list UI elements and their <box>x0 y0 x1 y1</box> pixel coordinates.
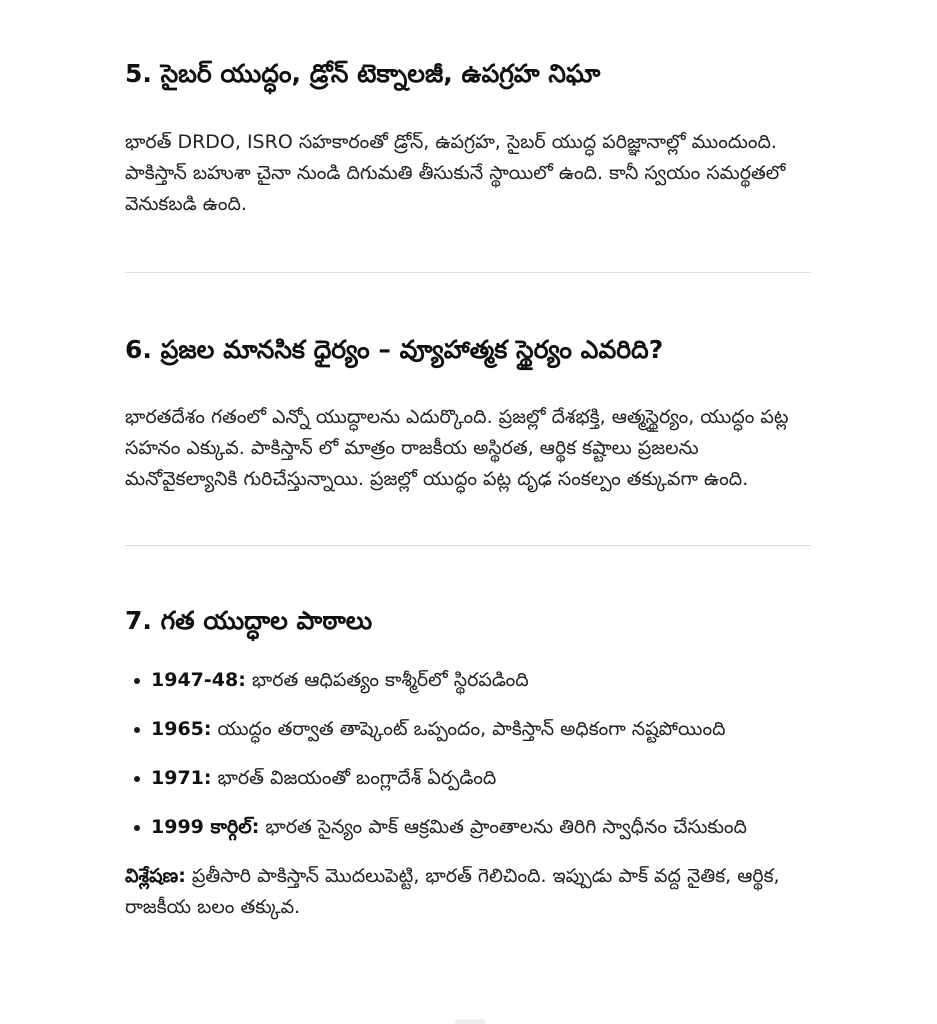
analysis-text: ప్రతీసారి పాకిస్తాన్ మొదలుపెట్టి, భారత్ గెలిచింది. ఇప్పుడు పాక్ వద్ద నైతిక, ఆర్థిక, రాజకీయ బలం తక్కువ. <box>125 865 780 918</box>
analysis-paragraph <box>125 861 813 923</box>
article-body <box>125 0 813 923</box>
bullet-dot-icon <box>134 776 140 782</box>
section-5-heading: 5. సైబర్ యుద్ధం, డ్రోన్ టెక్నాలజీ, ఉపగ్రహ నిఘా <box>125 59 601 88</box>
list-item-text: భారత్ విజయంతో బంగ్లాదేశ్ ఏర్పడింది <box>211 767 497 789</box>
analysis-label: విశ్లేషణ: <box>125 865 186 887</box>
scroll-handle[interactable] <box>455 1019 485 1024</box>
list-item-year: 1999 కార్గిల్: <box>151 816 260 838</box>
list-item <box>125 812 813 842</box>
list-item-year: 1947-48: <box>151 669 246 691</box>
section-6-heading: 6. ప్రజల మానసిక ధైర్యం – వ్యూహాత్మక స్థైర్యం ఎవరిది? <box>125 335 664 364</box>
section-divider <box>125 545 811 546</box>
bullet-dot-icon <box>134 825 140 831</box>
section-7-heading: 7. గత యుద్ధాల పాఠాలు <box>125 606 373 635</box>
list-item <box>125 763 813 793</box>
list-item <box>125 714 813 744</box>
list-item <box>125 665 813 695</box>
list-item-text: భారత ఆధిపత్యం కాశ్మీర్‌లో స్థిరపడింది <box>245 669 529 691</box>
list-item-text: భారత సైన్యం పాక్ ఆక్రమిత ప్రాంతాలను తిరిగి స్వాధీనం చేసుకుంది <box>259 816 747 838</box>
bullet-dot-icon <box>134 727 140 733</box>
section-6-paragraph: భారతదేశం గతంలో ఎన్నో యుద్ధాలను ఎదుర్కొంది. ప్రజల్లో దేశభక్తి, ఆత్మస్థైర్యం, యుద్ధం పట్ల సహనం ఎక్కువ. పాకిస్తాన్ లో మాత్రం రాజకీయ అస్థిరత, ఆర్థిక కష్టాలు ప్రజలను మనోవైకల్యానికి గురిచేస్తున్నాయి. ప్రజల్లో యుద్ధం పట్ల దృఢ సంకల్పం తక్కువగా ఉంది. <box>125 406 789 490</box>
list-item-text: యుద్ధం తర్వాత తాష్కెంట్ ఒప్పందం, పాకిస్తాన్ అధికంగా నష్టపోయింది <box>211 718 726 740</box>
war-history-list <box>125 665 813 842</box>
section-divider <box>125 272 811 273</box>
list-item-year: 1971: <box>151 767 212 789</box>
list-item-year: 1965: <box>151 718 212 740</box>
bullet-dot-icon <box>134 678 140 684</box>
section-5-paragraph: భారత్ DRDO, ISRO సహకారంతో డ్రోన్, ఉపగ్రహ, సైబర్ యుద్ధ పరిజ్ఞానాల్లో ముందుంది. పాకిస్తాన్ బహుశా చైనా నుండి దిగుమతి తీసుకునే స్థాయిలో ఉంది. కానీ స్వయం సమర్థతలో వెనుకబడి ఉంది. <box>125 131 786 215</box>
